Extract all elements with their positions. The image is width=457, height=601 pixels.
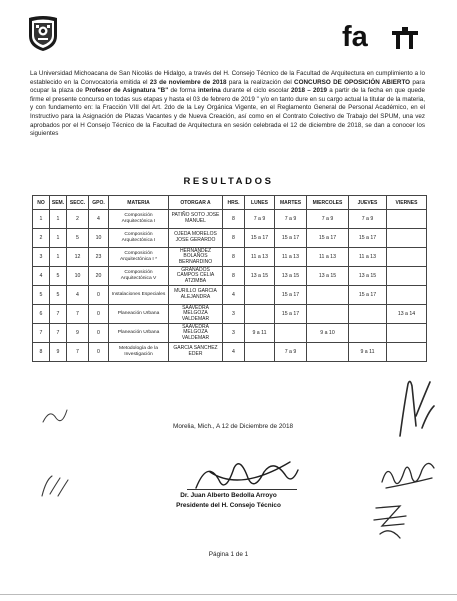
cell-gpo: 0 [89,343,109,362]
cell-no: 5 [33,286,50,305]
cell-lunes: 15 a 17 [245,229,275,248]
cell-lunes: 13 a 15 [245,267,275,286]
cell-martes: 15 a 17 [275,305,307,324]
cell-jueves: 13 a 15 [349,267,387,286]
header-jueves: JUEVES [349,196,387,210]
cell-no: 1 [33,210,50,229]
table-row [33,229,427,248]
university-seal-logo [26,14,60,52]
cell-sem: 5 [50,267,67,286]
cell-sem: 7 [50,324,67,343]
cell-viernes [387,286,427,305]
signature-line [187,489,297,490]
cell-jueves [349,305,387,324]
cell-otorgar: PATIÑO SOTO JOSE MANUEL [169,210,223,229]
president-signature [190,452,302,494]
cell-lunes: 7 a 9 [245,210,275,229]
cell-martes: 7 a 9 [275,210,307,229]
cell-martes [275,324,307,343]
cell-materia: Composición Arquitectónica I [109,229,169,248]
cell-gpo: 23 [89,248,109,267]
table-row [33,343,427,362]
cell-hrs: 8 [223,210,245,229]
cell-sem: 1 [50,248,67,267]
header-secc: SECC. [67,196,89,210]
cell-martes: 11 a 13 [275,248,307,267]
table-row [33,286,427,305]
header-viernes: VIERNES [387,196,427,210]
cell-viernes [387,267,427,286]
cell-viernes [387,210,427,229]
cell-lunes: 11 a 13 [245,248,275,267]
table-row [33,248,427,267]
table-row [33,267,427,286]
table-row [33,305,427,324]
cell-secc: 7 [67,343,89,362]
cell-hrs: 3 [223,305,245,324]
cell-miercoles: 9 a 10 [307,324,349,343]
cell-secc: 5 [67,229,89,248]
cell-hrs: 4 [223,343,245,362]
table-row [33,324,427,343]
cell-otorgar: HERNANDEZ BOLAÑOS BERNARDINO [169,248,223,267]
cell-secc: 2 [67,210,89,229]
cell-otorgar: GARCIA SANCHEZ EDER [169,343,223,362]
cell-materia: Metodología de la Investigación [109,343,169,362]
cell-jueves: 15 a 17 [349,229,387,248]
cell-materia: Composición Arquitectónica I * [109,248,169,267]
cell-miercoles: 13 a 15 [307,267,349,286]
cell-martes: 7 a 9 [275,343,307,362]
page-bottom-edge [0,594,457,595]
cell-gpo: 20 [89,267,109,286]
cell-gpo: 10 [89,229,109,248]
cell-sem: 1 [50,229,67,248]
cell-martes: 13 a 15 [275,267,307,286]
cell-sem: 7 [50,305,67,324]
header-gpo: GPO. [89,196,109,210]
cell-no: 6 [33,305,50,324]
cell-lunes [245,286,275,305]
place-and-date: Morelia, Mich., A 12 de Diciembre de 2018 [173,423,294,430]
cell-miercoles: 15 a 17 [307,229,349,248]
cell-miercoles [307,286,349,305]
cell-hrs: 8 [223,267,245,286]
cell-viernes [387,324,427,343]
cell-viernes [387,343,427,362]
cell-gpo: 4 [89,210,109,229]
header-martes: MARTES [275,196,307,210]
signer-title: Presidente del H. Consejo Técnico [176,502,281,509]
cell-no: 3 [33,248,50,267]
signer-name: Dr. Juan Alberto Bedolla Arroyo [180,492,277,499]
cell-hrs: 8 [223,248,245,267]
cell-lunes [245,305,275,324]
cell-otorgar: SAAVEDRA MELGOZA VALDEMAR [169,305,223,324]
cell-miercoles [307,343,349,362]
cell-miercoles [307,305,349,324]
header-sem: SEM. [50,196,67,210]
results-table [32,195,427,362]
cell-jueves: 15 a 17 [349,286,387,305]
header-lunes: LUNES [245,196,275,210]
cell-martes: 15 a 17 [275,286,307,305]
cell-secc: 10 [67,267,89,286]
cell-sem: 5 [50,286,67,305]
cell-viernes [387,229,427,248]
handwritten-initial-signature [394,376,438,438]
cell-viernes: 13 a 14 [387,305,427,324]
cell-jueves: 7 a 9 [349,210,387,229]
cell-hrs: 4 [223,286,245,305]
cell-no: 2 [33,229,50,248]
cell-lunes: 9 a 11 [245,324,275,343]
cell-otorgar: GRANADOS CAMPOS CELIA ATZIMBA [169,267,223,286]
cell-no: 7 [33,324,50,343]
cell-hrs: 3 [223,324,245,343]
header-no: NO [33,196,50,210]
header-miercoles: MIERCOLES [307,196,349,210]
intro-paragraph: La Universidad Michoacana de San Nicolás de Hidalgo, a través del H. Consejo Técnico de la Facultad de Arquitectura en cumplimiento a lo establecido en la Convocatoria emitida el 23 de noviembre de 2018 para la realización del CONCURSO DE OPOSICIÓN ABIERTO para ocupar la plaza de Profesor de Asignatura "B" de forma interina durante el ciclo escolar 2018 – 2019 a partir de la fecha en que quede firme el presente concurso en todas sus etapas y hasta el 03 de febrero de 2019 " y/o en tanto dure en su cargo actual la titular de la materia, y con fundamento en: la Fracción VIII del Art. 2do de la Ley Orgánica Vigente, en el Reglamento General de Personal Académico, en el Instructivo para la Asignación de Plazas Vacantes y de Nueva Creación, así como en el Contrato Colectivo de Trabajo del SPUM, una vez aprobados por el H Consejo Técnico de la Facultad de Arquitectura en sesión celebrada el 12 de diciembre de 2018, se dan a conocer los siguientes [30,70,425,138]
cell-miercoles: 7 a 9 [307,210,349,229]
cell-lunes [245,343,275,362]
header-otorgar: OTORGAR A [169,196,223,210]
cell-sem: 1 [50,210,67,229]
cell-hrs: 8 [223,229,245,248]
results-heading: RESULTADOS [183,176,274,187]
page-number: Página 1 de 1 [208,551,249,558]
cell-materia: Composición Arquitectónica I [109,210,169,229]
cell-viernes [387,248,427,267]
cell-jueves [349,324,387,343]
cell-materia: Composición Arquitectónica V [109,267,169,286]
cell-miercoles: 11 a 13 [307,248,349,267]
header-materia: MATERIA [109,196,169,210]
cell-jueves: 11 a 13 [349,248,387,267]
cell-sem: 9 [50,343,67,362]
logo-text: fa [342,22,368,50]
cell-otorgar: OJEDA MORELOS JOSE GERARDO [169,229,223,248]
cell-otorgar: MURILLO GARCIA ALEJANDRA [169,286,223,305]
cell-materia: Instalaciones Especiales [109,286,169,305]
handwritten-scribble [40,404,70,426]
cell-secc: 12 [67,248,89,267]
cell-secc: 9 [67,324,89,343]
header-hrs: HRS. [223,196,245,210]
handwritten-signature [378,454,438,494]
cell-no: 4 [33,267,50,286]
table-header-row [33,196,427,210]
cell-jueves: 9 a 11 [349,343,387,362]
cell-materia: Planeación Urbana [109,305,169,324]
cell-gpo: 0 [89,324,109,343]
cell-gpo: 0 [89,305,109,324]
cell-gpo: 0 [89,286,109,305]
cell-secc: 7 [67,305,89,324]
cell-no: 8 [33,343,50,362]
cell-otorgar: SAAVEDRA MELGOZA VALDEMAR [169,324,223,343]
table-row [33,210,427,229]
cell-materia: Planeación Urbana [109,324,169,343]
cell-martes: 15 a 17 [275,229,307,248]
facultad-arquitectura-logo [342,22,424,50]
cell-secc: 4 [67,286,89,305]
